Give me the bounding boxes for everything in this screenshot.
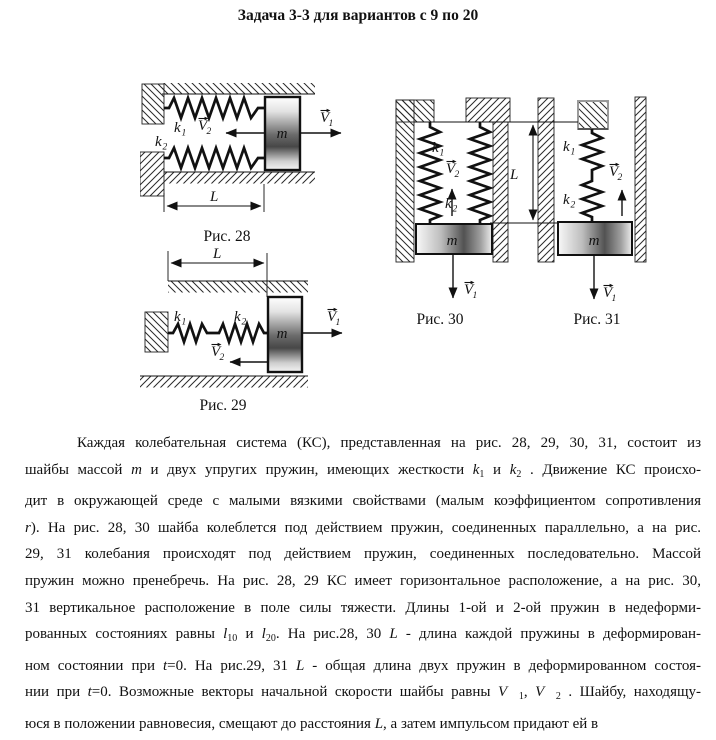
- velocity-label-v2-31: [609, 163, 623, 183]
- text-run: рованных состояниях равны: [25, 626, 224, 643]
- figure-caption: Рис. 28: [203, 228, 251, 245]
- text-run: L: [295, 657, 305, 674]
- text-run: и: [237, 626, 262, 643]
- text-run: L: [389, 626, 398, 643]
- v-subscript: 1: [335, 318, 341, 328]
- anchor-block-31: [578, 101, 608, 129]
- text-run: V⃗: [535, 684, 556, 701]
- stiffness-label-k2-31: [563, 192, 576, 211]
- k-subscript: 1: [439, 148, 445, 159]
- length-label: L: [210, 189, 219, 205]
- text-run: Каждая колебательная система (КС), представленная на рис. 28, 29, 30, 31, состоит из: [77, 435, 701, 451]
- k-subscript: 1: [181, 317, 187, 328]
- v-subscript: 2: [219, 353, 225, 363]
- v-subscript: 2: [454, 170, 460, 180]
- k-symbol: k: [155, 134, 162, 150]
- text-run: k: [509, 461, 517, 478]
- text-run: V⃗: [497, 684, 519, 701]
- text-run: l: [223, 626, 228, 643]
- wall-left: [396, 100, 414, 262]
- mass-label: m: [276, 126, 288, 142]
- length-label: L: [213, 246, 222, 262]
- text-run: =0. Возможные векторы начальной скорости шайбы равны: [91, 684, 498, 701]
- text-run: шайбы массой: [25, 461, 132, 478]
- stiffness-label-k1: [174, 309, 186, 328]
- text-run: и: [484, 461, 510, 478]
- text-run: L: [374, 715, 384, 732]
- k-symbol: k: [432, 140, 439, 156]
- text-run: m: [131, 461, 142, 478]
- floor-hatch: [164, 173, 315, 184]
- k-symbol: k: [445, 196, 452, 212]
- floor-hatch: [140, 377, 308, 388]
- text-run: юся в положении равновесия, смещают до расстояния: [25, 715, 375, 732]
- v-symbol: V: [446, 161, 456, 177]
- mass-label-30: m: [446, 233, 458, 249]
- k-symbol: k: [174, 309, 181, 325]
- stiffness-label-k2-30: [445, 196, 458, 215]
- length-label: L: [510, 167, 519, 183]
- velocity-label-v2: [211, 343, 225, 363]
- stiffness-label-k1-31: [563, 139, 575, 158]
- velocity-label-v1-30: [464, 281, 477, 301]
- text-line: [25, 621, 701, 653]
- wall-block: [145, 312, 168, 352]
- text-line: [25, 595, 701, 622]
- text-line: [25, 541, 701, 568]
- text-run: - длина каждой пружины в деформирован-: [397, 626, 702, 643]
- text-run: t: [87, 684, 92, 701]
- spring-k2: [164, 148, 265, 168]
- text-run: t: [162, 657, 168, 674]
- text-run: 20: [265, 633, 276, 645]
- text-line: [25, 653, 701, 680]
- v-symbol: V: [211, 344, 221, 360]
- text-line: [25, 488, 701, 515]
- spring-series-31: [582, 129, 602, 222]
- text-run: ном состоянии при: [25, 657, 163, 674]
- v-symbol: V: [320, 110, 330, 126]
- ceiling-hatch: [168, 282, 308, 293]
- v-symbol: V: [327, 309, 337, 325]
- wall-block-lower: [140, 152, 164, 196]
- k-subscript: 2: [241, 317, 247, 328]
- text-run: 2: [555, 691, 561, 703]
- text-run: r: [25, 519, 31, 536]
- velocity-label-v2-30: [446, 160, 460, 180]
- problem-text: [25, 430, 701, 738]
- text-run: , а затем импульсом придают ей в: [383, 715, 599, 732]
- text-run: и двух упругих пружин, имеющих жесткости: [141, 461, 473, 478]
- wall-left-31: [538, 98, 554, 262]
- text-run: ). На рис. 28, 30 шайба колеблется под действием пружин, соединенных параллельно, а на рис.: [30, 519, 701, 536]
- k-symbol: k: [234, 309, 241, 325]
- wall-top-middle: [466, 98, 510, 122]
- stiffness-label-k1: [174, 120, 186, 139]
- text-run: ,: [523, 684, 536, 701]
- text-run: . Движение КС происхо-: [521, 461, 702, 478]
- figure-caption-30: Рис. 30: [416, 311, 464, 328]
- mass-label-31: m: [588, 233, 600, 249]
- text-line: [25, 457, 701, 489]
- k-subscript: 1: [181, 128, 187, 139]
- velocity-label-v1: [327, 308, 340, 328]
- text-line: [25, 711, 701, 738]
- text-run: 10: [227, 633, 238, 645]
- stiffness-label-k2: [155, 134, 168, 153]
- k-subscript: 2: [162, 142, 168, 153]
- k-subscript: 2: [570, 200, 576, 211]
- k-symbol: k: [563, 139, 570, 155]
- k-subscript: 1: [570, 147, 576, 158]
- text-run: 2: [516, 468, 522, 480]
- figure-28-diagram: [140, 80, 360, 252]
- stiffness-label-k2: [234, 309, 247, 328]
- v-symbol: V: [198, 118, 208, 134]
- v-symbol: V: [464, 282, 474, 298]
- text-run: 31 вертикальное расположение в поле силы тяжести. Длины 1-ой и 2-ой пружин в недеформи-: [25, 599, 701, 616]
- v-subscript: 2: [206, 127, 212, 137]
- text-line: [25, 515, 701, 542]
- text-run: - общая длина двух пружин в деформированном состоя-: [304, 657, 702, 674]
- k-subscript: 2: [452, 204, 458, 215]
- text-run: нии при: [25, 684, 88, 701]
- text-run: k: [472, 461, 480, 478]
- spring-k1: [164, 98, 265, 118]
- text-run: дит в окружающей среде с малыми вязкими свойствами (малым коэффициентом сопротивления: [25, 493, 701, 510]
- page-title: Задача 3-3 для вариантов с 9 по 20: [237, 7, 479, 24]
- velocity-label-v1: [320, 109, 333, 129]
- figure-29-diagram: [135, 245, 360, 420]
- text-run: . Шайбу, находящу-: [560, 684, 702, 701]
- text-run: 1: [518, 691, 524, 703]
- stiffness-label-k1-30: [432, 140, 444, 159]
- v-subscript: 1: [611, 294, 617, 304]
- spring-k2-30: [470, 122, 490, 224]
- v-subscript: 1: [328, 119, 334, 129]
- figure-30-31-diagram: [390, 95, 656, 330]
- figure-caption-31: Рис. 31: [573, 311, 621, 328]
- spring-k1-30: [420, 122, 440, 224]
- mass-label: m: [276, 326, 288, 342]
- text-run: 29, 31 колебания происходят под действием пружин, соединенных последовательно. Массой: [25, 546, 701, 563]
- velocity-label-v1-31: [603, 284, 616, 304]
- text-run: 1: [479, 468, 485, 480]
- wall-block-upper: [142, 84, 164, 124]
- ceiling-hatch: [162, 83, 315, 94]
- text-line: [25, 430, 701, 457]
- v-symbol: V: [609, 164, 619, 180]
- text-line: [25, 679, 701, 711]
- text-line: [25, 568, 701, 595]
- wall-right-31: [635, 97, 646, 262]
- k-symbol: k: [174, 120, 181, 136]
- wall-middle: [493, 122, 508, 262]
- v-subscript: 1: [472, 291, 478, 301]
- text-run: l: [261, 626, 266, 643]
- text-run: . На рис.28, 30: [275, 626, 390, 643]
- k-symbol: k: [563, 192, 570, 208]
- text-run: =0. На рис.29, 31: [167, 657, 296, 674]
- figure-caption: Рис. 29: [199, 397, 247, 414]
- text-run: пружин можно пренебречь. На рис. 28, 29 КС имеет горизонтальное расположение, а на рис. 30,: [25, 572, 701, 589]
- v-symbol: V: [603, 285, 613, 301]
- v-subscript: 2: [617, 173, 623, 183]
